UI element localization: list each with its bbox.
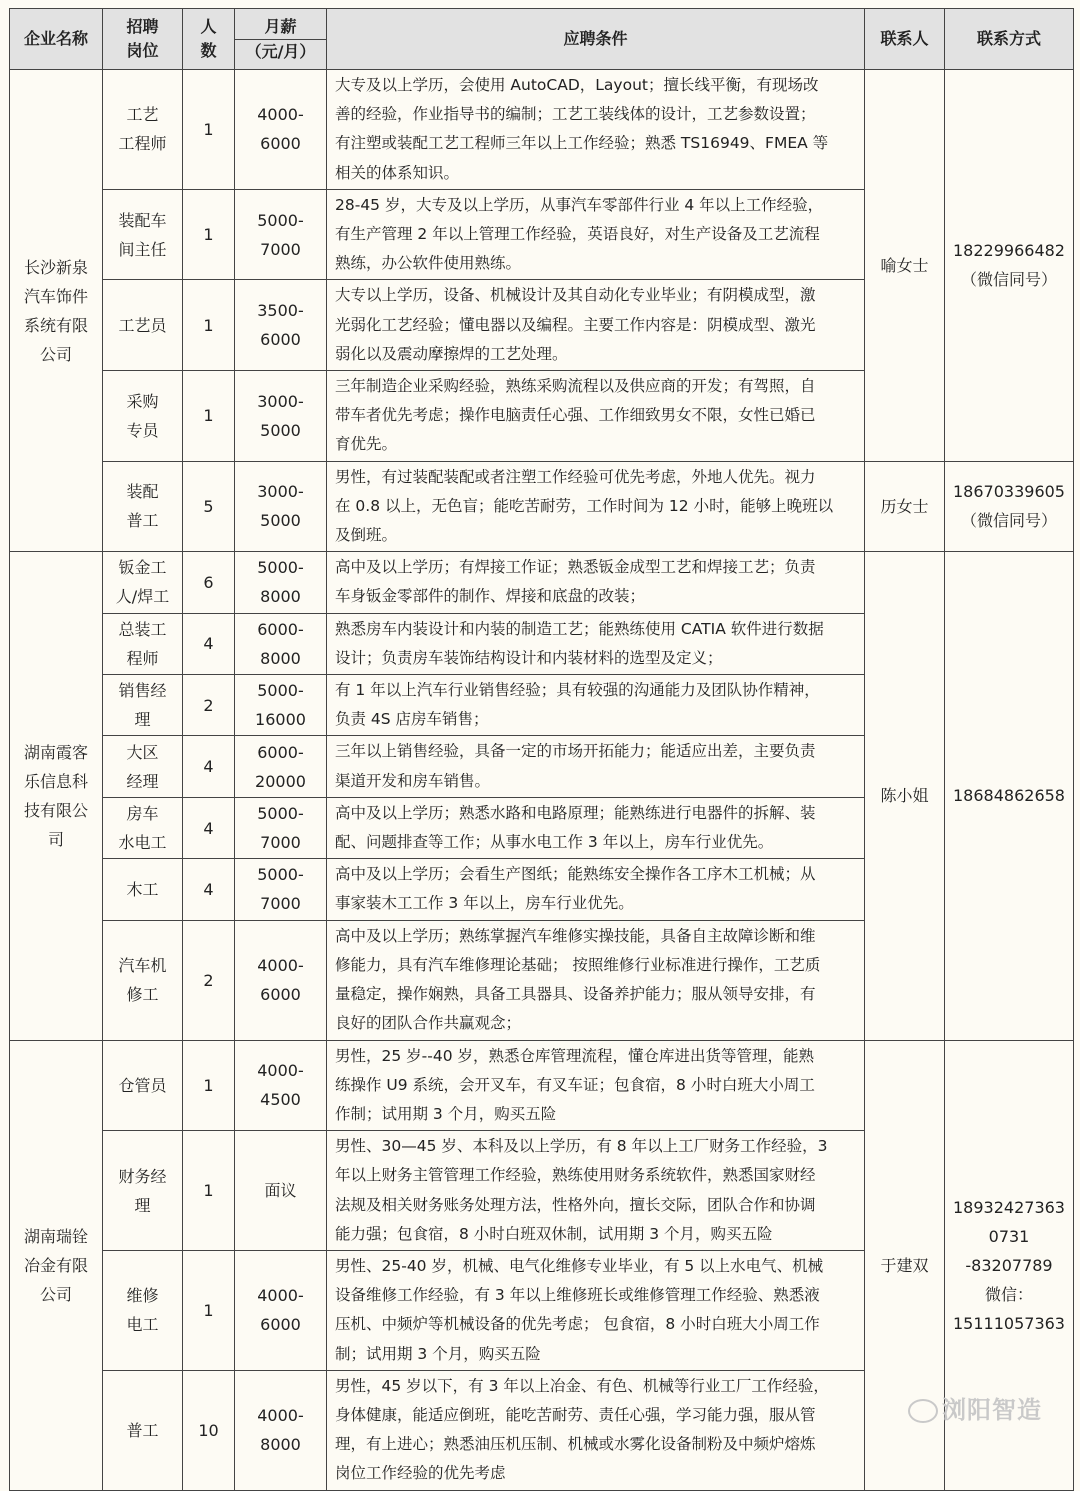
job-conditions: 男性、30—45 岁、本科及以上学历，有 8 年以上工厂财务工作经验，3 年以上财务主管管理工作经验，熟练使用财务系统软件，熟悉国家财经 法规及相关财务账务处理方法，性格外向，擅长交际，团队合作和协调 能力强；包食宿，8 小时白班双休制，试用期 3 个月，购买五险	[327, 1131, 865, 1251]
job-count: 6	[183, 552, 235, 613]
job-salary: 4000- 8000	[235, 1370, 327, 1490]
job-salary: 5000- 7000	[235, 189, 327, 280]
company-name: 长沙新泉 汽车饰件 系统有限 公司	[10, 70, 103, 552]
job-salary: 5000- 7000	[235, 859, 327, 920]
job-count: 1	[183, 70, 235, 190]
job-count: 5	[183, 461, 235, 552]
job-conditions: 高中及以上学历；熟悉水路和电路原理；能熟练进行电器件的拆解、装 配、问题排查等工作；从事水电工作 3 年以上，房车行业优先。	[327, 797, 865, 858]
table-row	[10, 461, 1074, 552]
job-position: 总装工 程师	[103, 613, 183, 674]
job-salary: 6000- 20000	[235, 736, 327, 797]
header-company: 企业名称	[10, 9, 103, 70]
header-row	[10, 9, 1074, 70]
watermark	[908, 1390, 1042, 1425]
job-count: 4	[183, 613, 235, 674]
job-position: 装配 普工	[103, 461, 183, 552]
job-count: 2	[183, 675, 235, 736]
job-count: 4	[183, 797, 235, 858]
job-count: 2	[183, 920, 235, 1040]
company-name: 湖南瑞铨 冶金有限 公司	[10, 1040, 103, 1490]
contact-person: 历女士	[865, 461, 945, 552]
job-salary: 3500- 6000	[235, 280, 327, 371]
job-position: 装配车 间主任	[103, 189, 183, 280]
header-salary-unit: （元/月）	[234, 39, 327, 64]
job-salary: 3000- 5000	[235, 371, 327, 462]
job-conditions: 高中及以上学历；有焊接工作证；熟悉钣金成型工艺和焊接工艺；负责 车身钣金零部件的制作、焊接和底盘的改装；	[327, 552, 865, 613]
contact-person: 陈小姐	[865, 552, 945, 1040]
job-position: 销售经 理	[103, 675, 183, 736]
contact-phone: 18932427363 0731 -83207789 微信： 15111057363	[945, 1040, 1074, 1490]
contact-phone: 18684862658	[945, 552, 1074, 1040]
job-position: 工艺员	[103, 280, 183, 371]
job-count: 4	[183, 859, 235, 920]
job-salary: 5000- 7000	[235, 797, 327, 858]
company-name: 湖南霞客 乐信息科 技有限公 司	[10, 552, 103, 1040]
job-conditions: 男性，25 岁--40 岁，熟悉仓库管理流程，懂仓库进出货等管理，能熟 练操作 U9 系统，会开叉车，有叉车证；包食宿，8 小时白班大小周工 作制；试用期 3 个月，购买五险	[327, 1040, 865, 1131]
job-count: 1	[183, 1131, 235, 1251]
job-position: 大区 经理	[103, 736, 183, 797]
watermark-text: 浏阳智造	[942, 1396, 1042, 1424]
job-conditions: 男性，有过装配装配或者注塑工作经验可优先考虑，外地人优先。视力 在 0.8 以上，无色盲；能吃苦耐劳，工作时间为 12 小时，能够上晚班以 及倒班。	[327, 461, 865, 552]
table-row	[10, 1040, 1074, 1131]
job-conditions: 大专以上学历，设备、机械设计及其自动化专业毕业；有阴模成型，激 光弱化工艺经验；懂电器以及编程。主要工作内容是：阴模成型、激光 弱化以及震动摩擦焊的工艺处理。	[327, 280, 865, 371]
contact-phone: 18670339605 （微信同号）	[945, 461, 1074, 552]
job-count: 10	[183, 1370, 235, 1490]
job-position: 维修 电工	[103, 1250, 183, 1370]
job-position: 仓管员	[103, 1040, 183, 1131]
job-position: 工艺 工程师	[103, 70, 183, 190]
header-conditions: 应聘条件	[327, 9, 865, 70]
job-position: 汽车机 修工	[103, 920, 183, 1040]
job-position: 房车 水电工	[103, 797, 183, 858]
job-salary: 4000- 6000	[235, 70, 327, 190]
header-phone: 联系方式	[945, 9, 1074, 70]
job-salary: 5000- 8000	[235, 552, 327, 613]
job-count: 4	[183, 736, 235, 797]
job-conditions: 三年制造企业采购经验，熟练采购流程以及供应商的开发；有驾照，自 带车者优先考虑；操作电脑责任心强、工作细致男女不限，女性已婚已 育优先。	[327, 371, 865, 462]
job-conditions: 28-45 岁，大专及以上学历，从事汽车零部件行业 4 年以上工作经验， 有生产管理 2 年以上管理工作经验，英语良好，对生产设备及工艺流程 熟练，办公软件使用熟练。	[327, 189, 865, 280]
job-position: 钣金工 人/焊工	[103, 552, 183, 613]
header-position: 招聘 岗位	[103, 9, 183, 70]
job-salary: 4000- 6000	[235, 920, 327, 1040]
job-count: 1	[183, 1250, 235, 1370]
header-salary	[235, 9, 327, 70]
table-row	[10, 552, 1074, 613]
job-conditions: 大专及以上学历，会使用 AutoCAD，Layout；擅长线平衡，有现场改 善的经验，作业指导书的编制；工艺工装线体的设计，工艺参数设置； 有注塑或装配工艺工程师三年以上工作经验；熟悉 TS16949、FMEA 等 相关的体系知识。	[327, 70, 865, 190]
job-salary: 面议	[235, 1131, 327, 1251]
header-count: 人 数	[183, 9, 235, 70]
contact-person: 于建双	[865, 1040, 945, 1490]
job-position: 木工	[103, 859, 183, 920]
job-conditions: 有 1 年以上汽车行业销售经验；具有较强的沟通能力及团队协作精神， 负责 4S 店房车销售；	[327, 675, 865, 736]
job-conditions: 三年以上销售经验，具备一定的市场开拓能力；能适应出差，主要负责 渠道开发和房车销售。	[327, 736, 865, 797]
job-salary: 6000- 8000	[235, 613, 327, 674]
table-row	[10, 70, 1074, 190]
job-position: 财务经 理	[103, 1131, 183, 1251]
job-position: 采购 专员	[103, 371, 183, 462]
job-count: 1	[183, 371, 235, 462]
job-conditions: 男性、25-40 岁，机械、电气化维修专业毕业，有 5 以上水电气、机械 设备维修工作经验，有 3 年以上维修班长或维修管理工作经验、熟悉液 压机、中频炉等机械设备的优先考虑； 包食宿，8 小时白班大小周工作 制；试用期 3 个月，购买五险	[327, 1250, 865, 1370]
job-conditions: 高中及以上学历；熟练掌握汽车维修实操技能，具备自主故障诊断和维 修能力，具有汽车维修理论基础； 按照维修行业标准进行操作，工艺质 量稳定，操作娴熟，具备工具器具、设备养护能力；服从领导安排，有 良好的团队合作共赢观念；	[327, 920, 865, 1040]
job-salary: 4000- 6000	[235, 1250, 327, 1370]
header-salary-label: 月薪	[264, 16, 297, 36]
job-salary: 3000- 5000	[235, 461, 327, 552]
job-count: 1	[183, 1040, 235, 1131]
job-count: 1	[183, 189, 235, 280]
job-position: 普工	[103, 1370, 183, 1490]
job-conditions: 熟悉房车内装设计和内装的制造工艺；能熟练使用 CATIA 软件进行数据 设计；负责房车装饰结构设计和内装材料的选型及定义；	[327, 613, 865, 674]
contact-person: 喻女士	[865, 70, 945, 462]
job-count: 1	[183, 280, 235, 371]
job-salary: 5000- 16000	[235, 675, 327, 736]
chat-bubble-icon	[908, 1399, 938, 1423]
job-salary: 4000- 4500	[235, 1040, 327, 1131]
job-conditions: 男性，45 岁以下，有 3 年以上冶金、有色、机械等行业工厂工作经验， 身体健康，能适应倒班，能吃苦耐劳、责任心强，学习能力强，服从管 理，有上进心；熟悉油压机压制、机械或水雾化设备制粉及中频炉熔炼 岗位工作经验的优先考虑	[327, 1370, 865, 1490]
recruitment-table	[9, 8, 1074, 1491]
header-contact: 联系人	[865, 9, 945, 70]
job-conditions: 高中及以上学历；会看生产图纸；能熟练安全操作各工序木工机械；从 事家装木工工作 3 年以上，房车行业优先。	[327, 859, 865, 920]
contact-phone: 18229966482 （微信同号）	[945, 70, 1074, 462]
